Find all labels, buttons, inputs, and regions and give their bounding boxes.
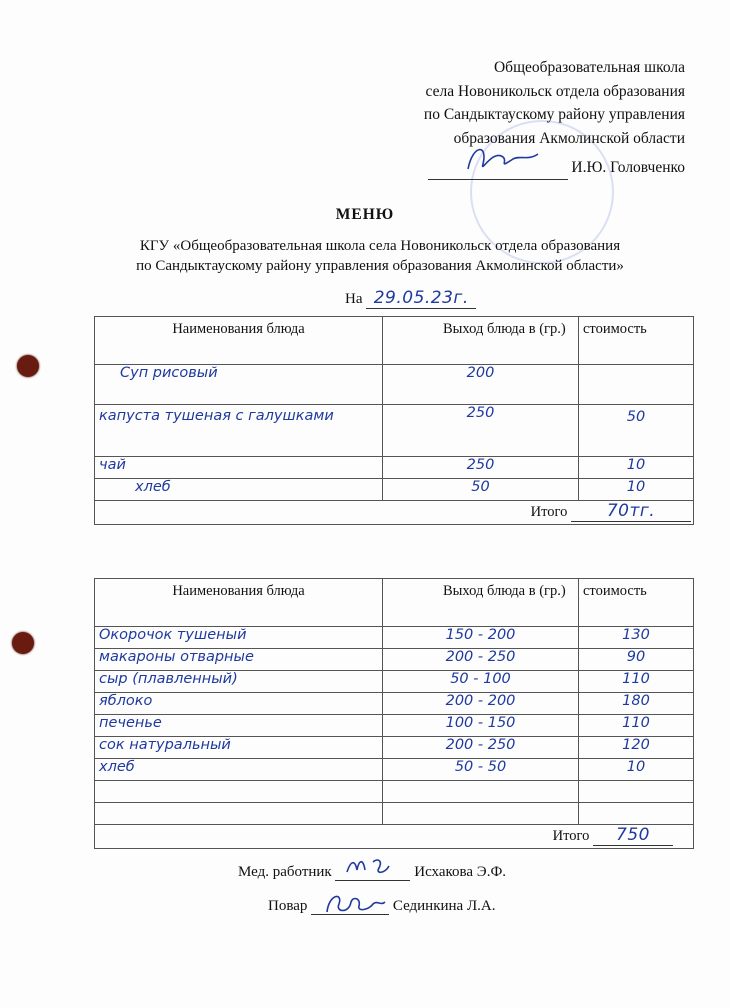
organization-line: КГУ «Общеобразовательная школа села Новоникольск отдела образования	[139, 238, 621, 254]
cook-label: Повар	[268, 898, 308, 914]
header-cost: стоимость	[579, 579, 694, 627]
table-row	[95, 737, 694, 759]
total-cell	[95, 825, 694, 849]
dish-yield: 50 - 100	[383, 671, 579, 693]
approval-line: села Новоникольск отдела образования	[425, 82, 685, 100]
dish-cost: 10	[579, 759, 694, 781]
table-row	[95, 365, 694, 405]
menu-table-1	[94, 316, 694, 525]
header-yield: Выход блюда в (гр.)	[383, 317, 579, 365]
med-signature	[343, 852, 403, 880]
dish-cost: 90	[579, 649, 694, 671]
med-signature-blank	[335, 864, 410, 881]
dish-yield: 50	[383, 479, 579, 501]
dish-cost: 10	[579, 457, 694, 479]
hole-punch-bottom	[12, 632, 34, 654]
approval-line: образования Акмолинской области	[453, 129, 685, 147]
dish-cost	[579, 781, 694, 803]
header-yield: Выход блюда в (гр.)	[383, 579, 579, 627]
cook-signature-line	[268, 898, 495, 915]
med-label: Мед. работник	[238, 864, 332, 880]
total-row	[95, 501, 694, 525]
dish-cost: 180	[579, 693, 694, 715]
table-row	[95, 479, 694, 501]
dish-name: макароны отварные	[95, 649, 383, 671]
dish-yield: 200 - 250	[383, 649, 579, 671]
director-signature-line	[424, 156, 685, 180]
date-line	[345, 288, 476, 309]
organization-name	[80, 236, 680, 276]
page-title: МЕНЮ	[335, 206, 395, 223]
dish-yield: 200 - 250	[383, 737, 579, 759]
total-value: 750	[593, 825, 673, 846]
header-cost: стоимость	[579, 317, 694, 365]
dish-name: Окорочок тушеный	[95, 627, 383, 649]
dish-yield: 250	[383, 405, 579, 457]
table-row	[95, 693, 694, 715]
dish-yield: 100 - 150	[383, 715, 579, 737]
director-name: И.Ю. Головченко	[571, 159, 685, 176]
header-dish: Наименования блюда	[95, 317, 383, 365]
cook-signature	[321, 888, 391, 920]
approval-line: Общеобразовательная школа	[493, 59, 685, 76]
dish-yield: 150 - 200	[383, 627, 579, 649]
date-value: 29.05.23г.	[366, 288, 476, 309]
dish-yield	[383, 803, 579, 825]
table-row	[95, 715, 694, 737]
dish-name: печенье	[95, 715, 383, 737]
table-row	[95, 671, 694, 693]
table-row	[95, 781, 694, 803]
dish-name: хлеб	[95, 479, 383, 501]
table-row	[95, 405, 694, 457]
total-row	[95, 825, 694, 849]
dish-name	[95, 803, 383, 825]
dish-cost: 10	[579, 479, 694, 501]
table-row	[95, 457, 694, 479]
table-row	[95, 627, 694, 649]
dish-name: яблоко	[95, 693, 383, 715]
dish-name: капуста тушеная с галушками	[95, 405, 383, 457]
cook-name: Сединкина Л.А.	[392, 898, 496, 914]
director-signature	[458, 139, 548, 179]
table-header-row	[95, 579, 694, 627]
dish-cost: 50	[579, 405, 694, 457]
dish-name: хлеб	[95, 759, 383, 781]
date-prefix: На	[345, 291, 363, 307]
table-row	[95, 759, 694, 781]
header-dish: Наименования блюда	[95, 579, 383, 627]
total-label: Итого	[552, 828, 590, 844]
total-cell	[95, 501, 694, 525]
dish-yield: 200	[383, 365, 579, 405]
med-name: Исхакова Э.Ф.	[414, 864, 507, 880]
organization-line: по Сандыктаускому району управления образования Акмолинской области»	[136, 258, 624, 274]
cook-signature-blank	[311, 898, 389, 915]
dish-name: сок натуральный	[95, 737, 383, 759]
director-signature-blank	[428, 161, 568, 180]
dish-name: чай	[95, 457, 383, 479]
dish-yield	[383, 781, 579, 803]
table-row	[95, 803, 694, 825]
dish-cost: 120	[579, 737, 694, 759]
dish-name	[95, 781, 383, 803]
dish-yield: 50 - 50	[383, 759, 579, 781]
hole-punch-top	[17, 355, 39, 377]
dish-cost: 130	[579, 627, 694, 649]
total-value: 70тг.	[571, 501, 691, 522]
dish-cost	[579, 365, 694, 405]
menu-table-2	[94, 578, 694, 849]
dish-cost: 110	[579, 715, 694, 737]
dish-cost	[579, 803, 694, 825]
dish-cost: 110	[579, 671, 694, 693]
dish-name: Суп рисовый	[95, 365, 383, 405]
approval-block	[424, 56, 685, 180]
dish-name: сыр (плавленный)	[95, 671, 383, 693]
table-header-row	[95, 317, 694, 365]
dish-yield: 250	[383, 457, 579, 479]
table-row	[95, 649, 694, 671]
total-label: Итого	[530, 504, 568, 520]
dish-yield: 200 - 200	[383, 693, 579, 715]
approval-line: по Сандыктаускому району управления	[423, 106, 685, 123]
med-signature-line	[238, 864, 506, 881]
